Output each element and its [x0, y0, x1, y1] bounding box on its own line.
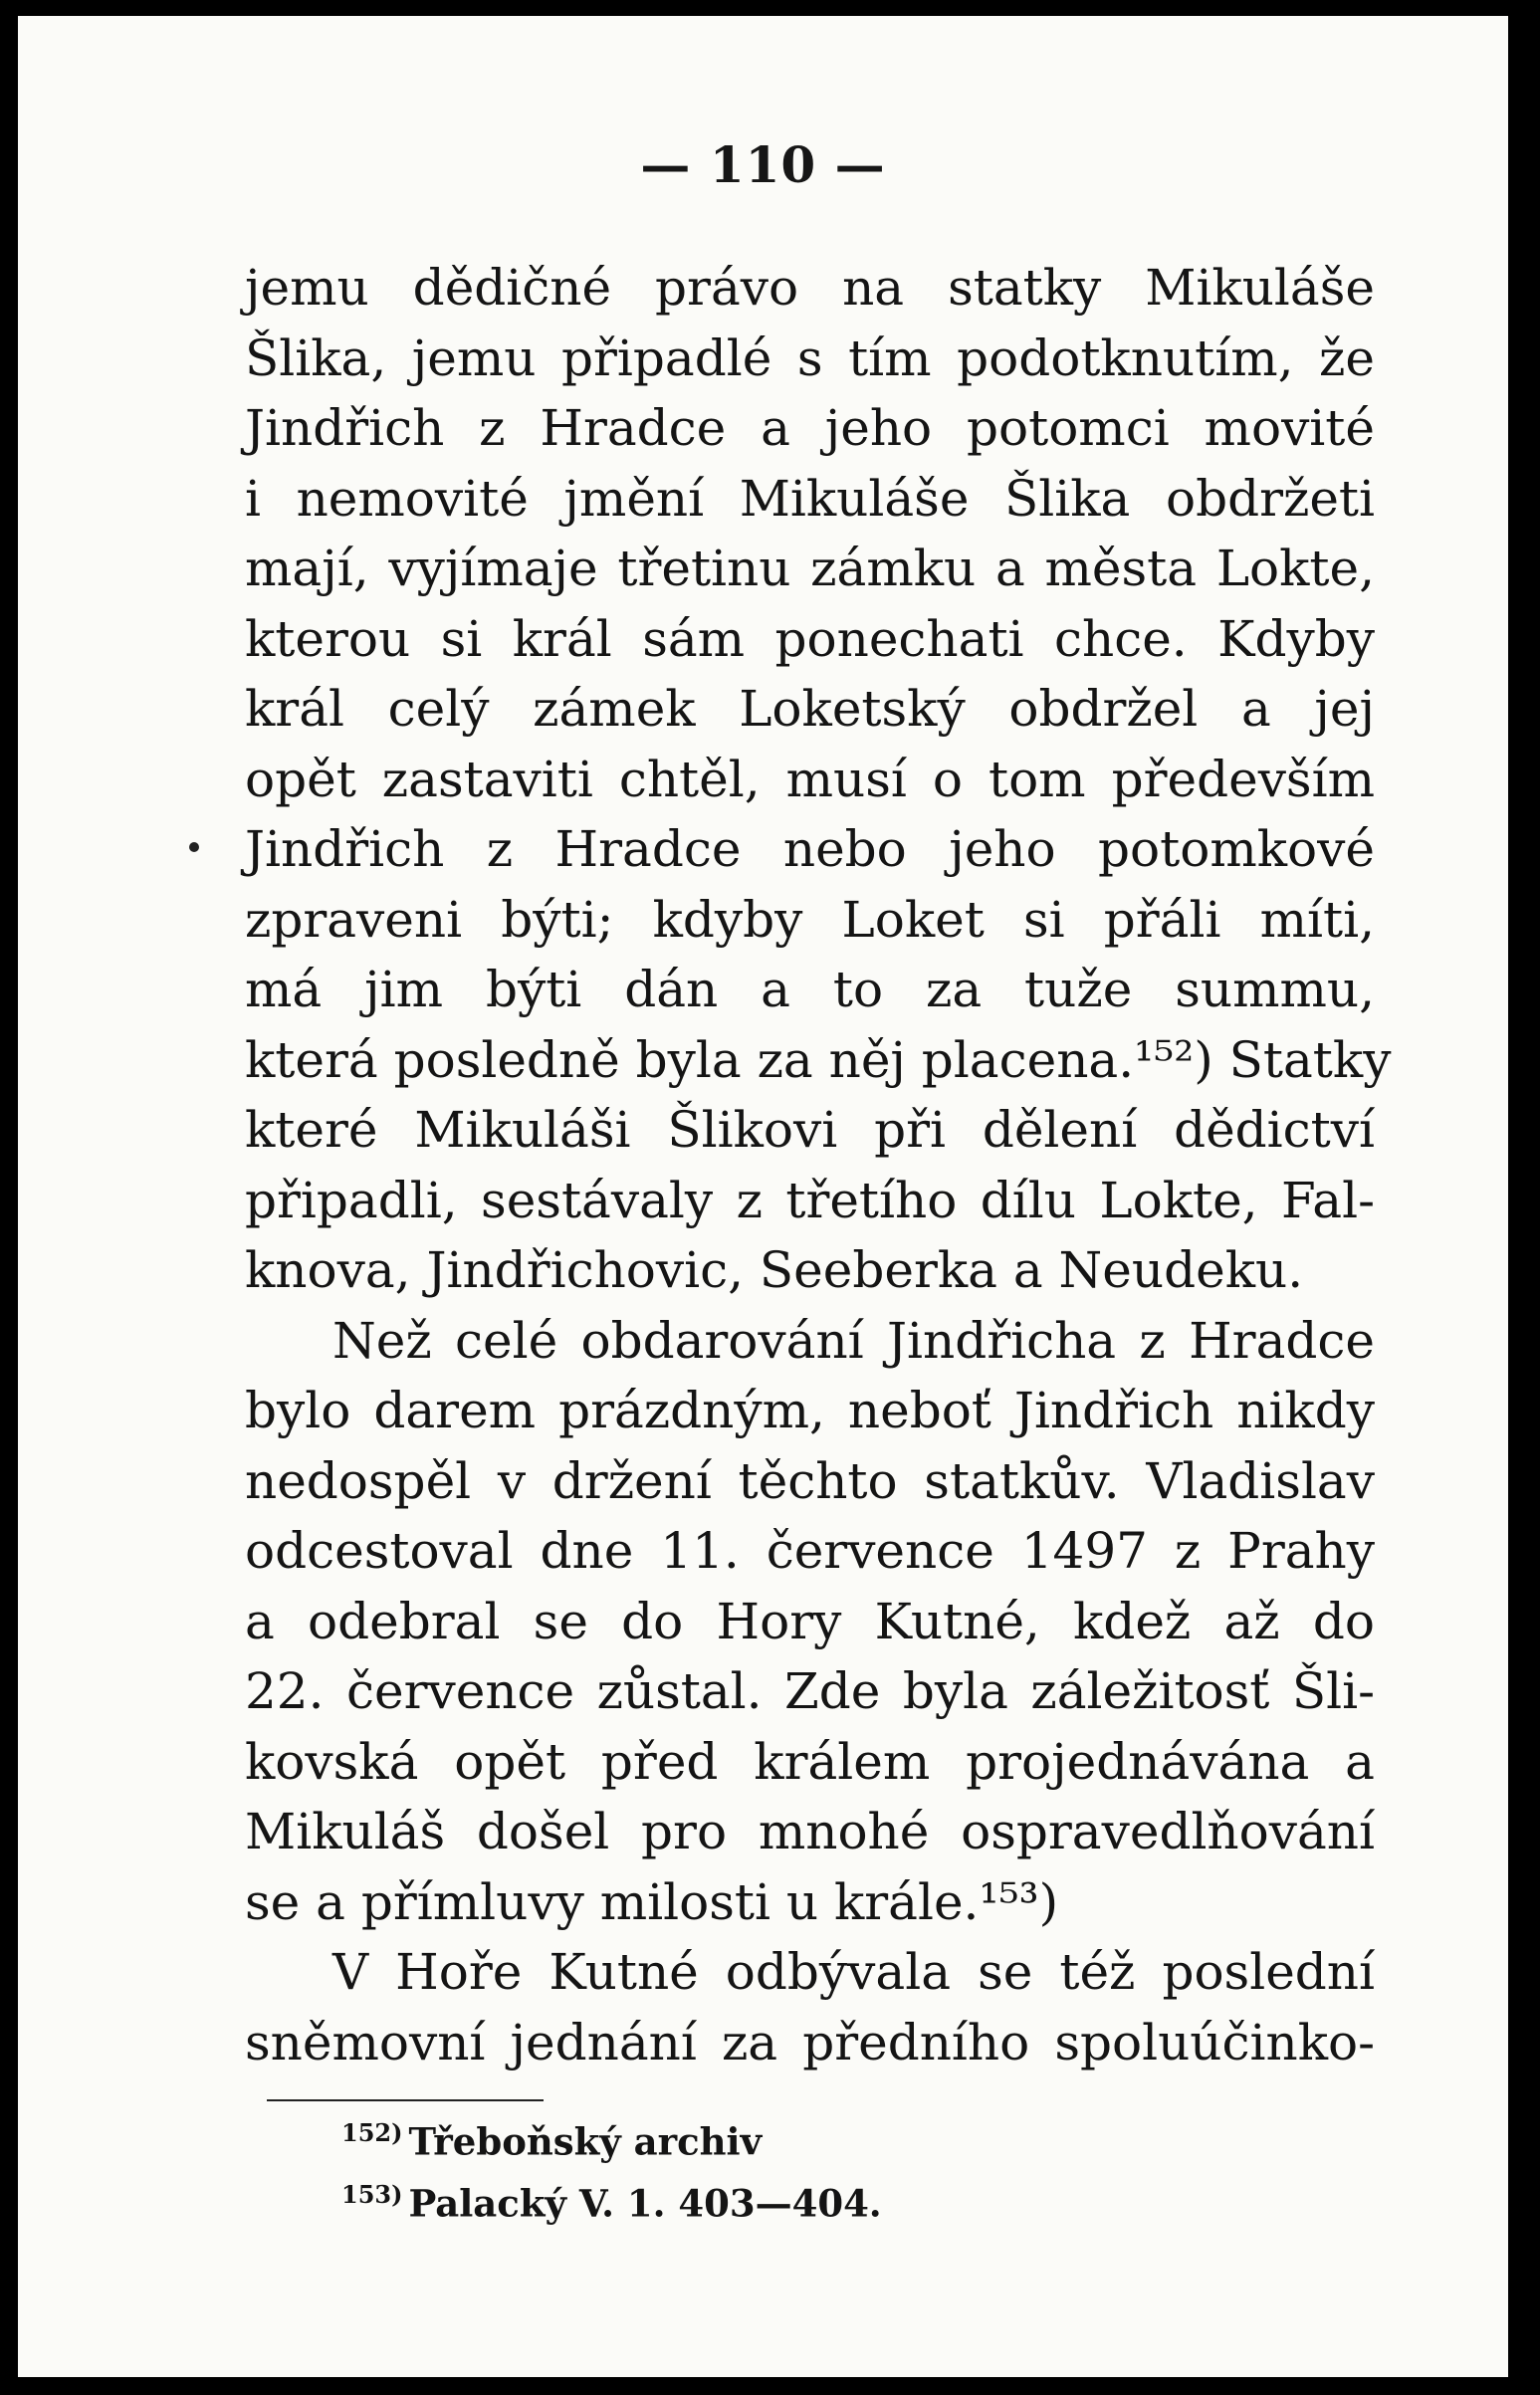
footnote-153: [341, 2168, 882, 2230]
footnote-mark: 153): [341, 2180, 403, 2210]
text-line: Než celé obdarování Jindřicha z Hradce: [332, 1311, 1375, 1370]
text-line: kterou si král sám ponechati chce. Kdyby: [245, 609, 1375, 668]
book-page: [18, 16, 1508, 2377]
text-line: a odebral se do Hory Kutné, kdež až do: [245, 1592, 1375, 1650]
text-line: nedospěl v držení těchto statkův. Vladislav: [245, 1451, 1375, 1510]
footnote-text: Třeboňský archiv: [408, 2119, 763, 2164]
text-line: kovská opět před králem projednávána a: [245, 1732, 1375, 1791]
footnote-divider: [267, 2099, 544, 2101]
text-line: 22. července zůstal. Zde byla záležitosť Šli-: [245, 1662, 1375, 1720]
text-line: sněmovní jednání za předního spoluúčinko-: [245, 2013, 1375, 2071]
text-line: se a přímluvy milosti u krále.¹⁵³): [245, 1872, 1059, 1931]
text-line: i nemovité jmění Mikuláše Šlika obdržeti: [245, 469, 1375, 528]
footnote-152: [341, 2106, 882, 2168]
text-line: Jindřich z Hradce nebo jeho potomkové: [245, 820, 1375, 878]
page-number: — 110 —: [640, 135, 886, 194]
text-line: odcestoval dne 11. července 1497 z Prahy: [245, 1522, 1375, 1580]
text-line: knova, Jindřichovic, Seeberka a Neudeku.: [245, 1241, 1304, 1299]
text-line: má jim býti dán a to za tuže summu,: [245, 961, 1375, 1018]
text-line: Jindřich z Hradce a jeho potomci movité: [245, 399, 1375, 457]
text-line: bylo darem prázdným, neboť Jindřich nikdy: [245, 1382, 1375, 1439]
text-line: král celý zámek Loketský obdržel a jej: [245, 680, 1375, 738]
text-line: která posledně byla za něj placena.¹⁵²) Statky: [245, 1030, 1392, 1089]
text-line: připadli, sestávaly z třetího dílu Lokte, Fal-: [245, 1171, 1375, 1229]
footnote-text: Palacký V. 1. 403—404.: [408, 2181, 882, 2226]
text-line: které Mikuláši Šlikovi při dělení dědictví: [245, 1101, 1375, 1159]
text-line: Šlika, jemu připadlé s tím podotknutím, že: [245, 328, 1375, 387]
body-text: [245, 253, 1392, 2077]
text-line: mají, vyjímaje třetinu zámku a města Lokte,: [245, 540, 1375, 597]
text-line: opět zastaviti chtěl, musí o tom především: [245, 750, 1375, 808]
text-line: zpraveni býti; kdyby Loket si přáli míti,: [245, 890, 1375, 949]
footnote-mark: 152): [341, 2118, 403, 2147]
text-line: jemu dědičné právo na statky Mikuláše: [245, 259, 1375, 317]
text-line: V Hoře Kutné odbývala se též poslední: [332, 1943, 1375, 2001]
text-line: Mikuláš došel pro mnohé ospravedlňování: [245, 1803, 1375, 1860]
footnotes: [341, 2106, 882, 2231]
margin-mark: [189, 842, 199, 852]
